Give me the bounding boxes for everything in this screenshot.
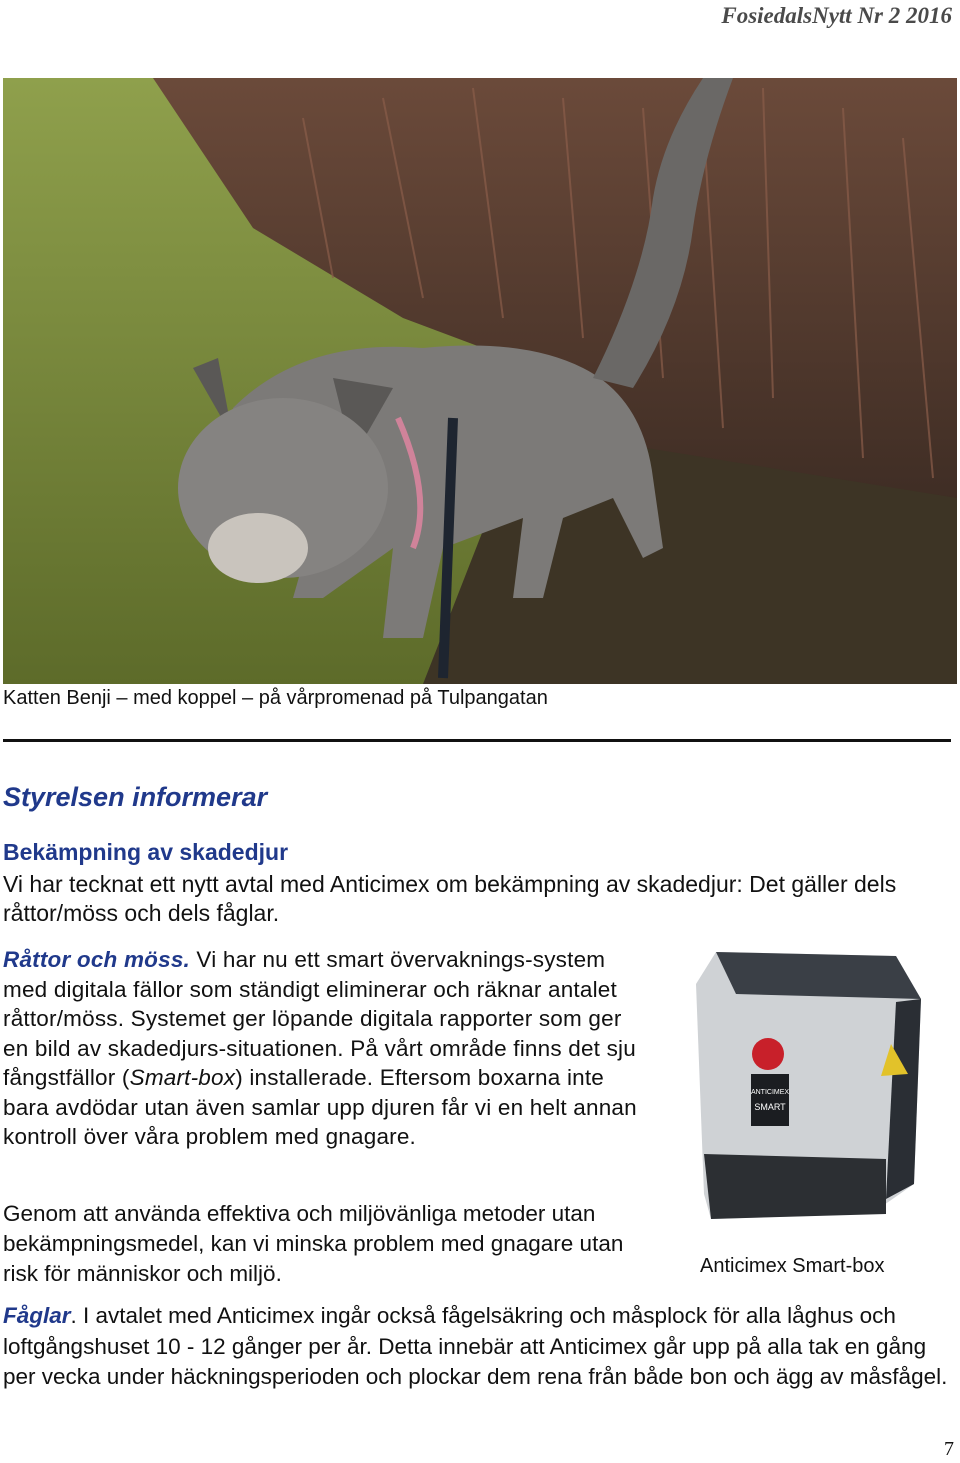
section-title: Styrelsen informerar [3,782,268,812]
divider-rule [3,739,951,742]
cat-photo [3,78,957,684]
article-subheading: Bekämpning av skadedjur [3,839,289,865]
rodents-lead: Råttor och möss. [3,947,190,972]
rodents-paragraph [3,945,643,1152]
birds-paragraph [3,1301,958,1393]
publication-header: FosiedalsNytt Nr 2 2016 [721,3,952,28]
intro-paragraph: Vi har tecknat ett nytt avtal med Anticimex om bekämpning av skadedjur: Det gäller dels råttor/möss och dels fåglar. [3,871,897,926]
smartbox-image [686,944,926,1244]
methods-paragraph: Genom att använda effektiva och miljövänliga metoder utan bekämpningsmedel, kan vi minska problem med gnagare utan risk för människor och miljö. [3,1201,624,1286]
birds-text: . I avtalet med Anticimex ingår också fågelsäkring och måsplock för alla låghus och loftgångshuset 10 - 12 gånger per år. Detta innebär att Anticimex går upp på alla tak en gång per vecka under häckningsperioden och plockar dem rena från både bon och ägg av måsfågel. [3,1303,948,1389]
page-number: 7 [944,1438,954,1460]
smartbox-term: Smart-box [129,1065,236,1090]
photo-caption: Katten Benji – med koppel – på vårpromenad på Tulpangatan [3,687,548,709]
birds-lead: Fåglar [3,1303,71,1328]
box-label-product: SMART [754,1102,786,1112]
rodents-text-2: ) installerade. Eftersom boxarna inte bara avdödar utan även samlar upp djuren får vi en helt annan kontroll över våra problem med gnagare. [3,1065,637,1149]
rodents-text-1: Vi har nu ett smart övervaknings-system med digitala fällor som ständigt eliminerar och räknar antalet råttor/möss. Systemet ger löpande digitala rapporter som ger en bild av skadedjurs-situationen. På vårt område finns det sju fångstfällor ( [3,947,636,1090]
box-label-brand: ANTICIMEX [750,1089,790,1096]
brand-logo-circle [752,1038,784,1070]
smartbox-caption: Anticimex Smart-box [700,1255,885,1277]
